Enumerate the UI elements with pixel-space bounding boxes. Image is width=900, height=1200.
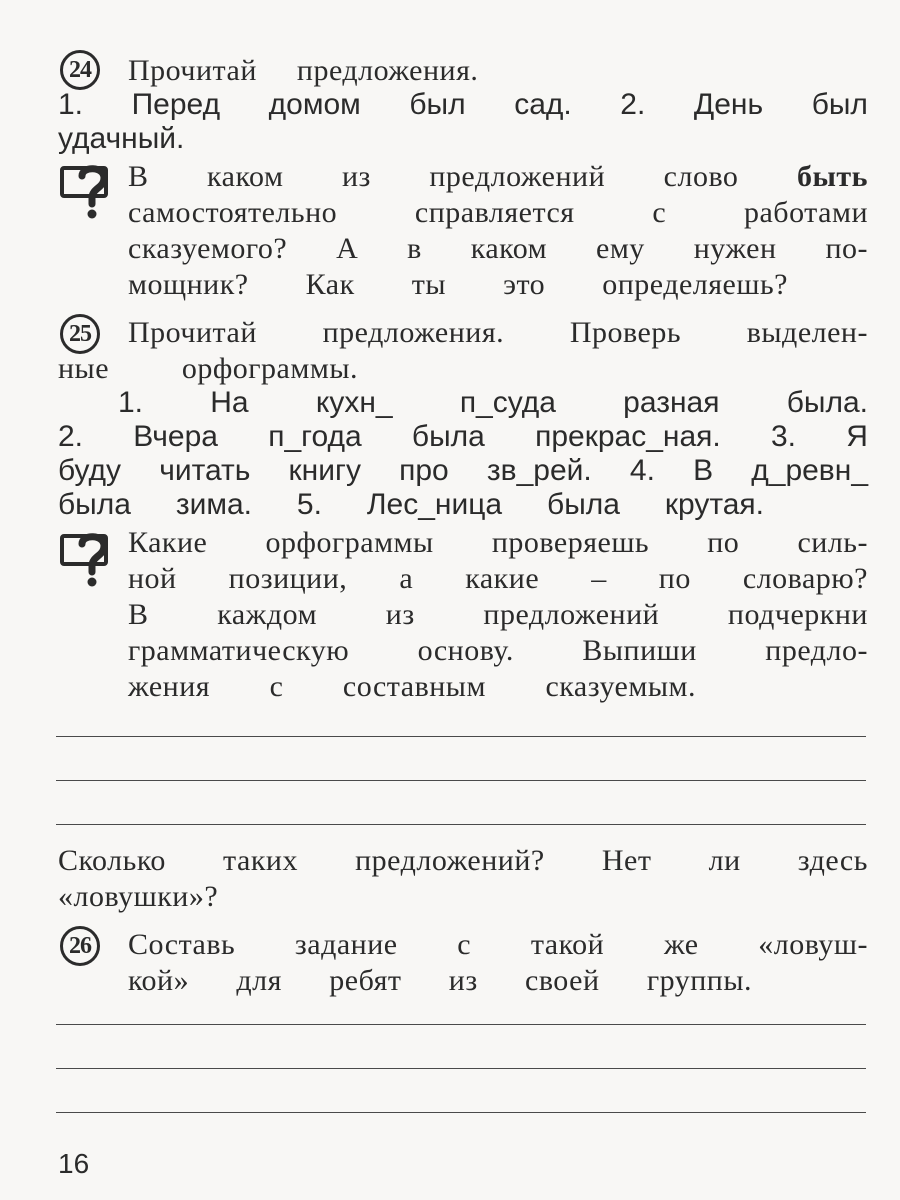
- task-25-question-line-5: жения с составным сказуемым.: [128, 670, 696, 703]
- task-24-question-line-1: В каком из предложений слово быть: [128, 160, 868, 193]
- answer-line[interactable]: [56, 824, 866, 825]
- task-24-question-line-3: сказуемого? А в каком ему нужен по-: [128, 232, 868, 265]
- task-24-sentences-line-1: 1. Перед домом был сад. 2. День был: [58, 88, 868, 121]
- question-mark-icon: [60, 530, 120, 590]
- task-25-text-line-3: буду читать книгу про зв_рей. 4. В д_ревн_: [58, 454, 868, 487]
- trap-question-line-2: «ловушки»?: [58, 880, 219, 913]
- task-25-question-line-3: В каждом из предложений подчеркни: [128, 598, 868, 631]
- task-26-number-badge: 26: [60, 926, 100, 966]
- task-26-line-2: кой» для ребят из своей группы.: [128, 964, 752, 997]
- task-25-question-line-1: Какие орфограммы проверяешь по силь-: [128, 526, 868, 559]
- task-25-heading-line-1: Прочитай предложения. Проверь выделен-: [128, 316, 868, 349]
- task-24-sentences-line-2: удачный.: [58, 122, 185, 155]
- answer-line[interactable]: [56, 1024, 866, 1025]
- answer-line[interactable]: [56, 780, 866, 781]
- task-26-line-1: Составь задание с такой же «ловуш-: [128, 928, 868, 961]
- task-25-text-line-2: 2. Вчера п_года была прекрас_ная. 3. Я: [58, 420, 868, 453]
- trap-question-line-1: Сколько таких предложений? Нет ли здесь: [58, 844, 868, 877]
- answer-line[interactable]: [56, 736, 866, 737]
- task-25-text-line-4: была зима. 5. Лес_ница была крутая.: [58, 488, 764, 521]
- task-25-text-line-1: 1. На кухн_ п_суда разная была.: [118, 386, 868, 419]
- question-mark-icon: [60, 162, 120, 222]
- bold-word-byt: быть: [796, 160, 868, 193]
- task-24-question-line-4: мощник? Как ты это определяешь?: [128, 268, 788, 301]
- answer-line[interactable]: [56, 1068, 866, 1069]
- task-24-heading: Прочитай предложения.: [128, 54, 479, 87]
- task-25-question-line-2: ной позиции, а какие – по словарю?: [128, 562, 868, 595]
- task-25-question-line-4: грамматическую основу. Выпиши предло-: [128, 634, 868, 667]
- page-number: 16: [58, 1148, 90, 1179]
- task-24-question-line-2: самостоятельно справляется с работами: [128, 196, 868, 229]
- task-25-number-badge: 25: [60, 314, 100, 354]
- task-24-number-badge: 24: [60, 50, 100, 90]
- answer-line[interactable]: [56, 1112, 866, 1113]
- task-25-heading-line-2: ные орфограммы.: [58, 352, 358, 385]
